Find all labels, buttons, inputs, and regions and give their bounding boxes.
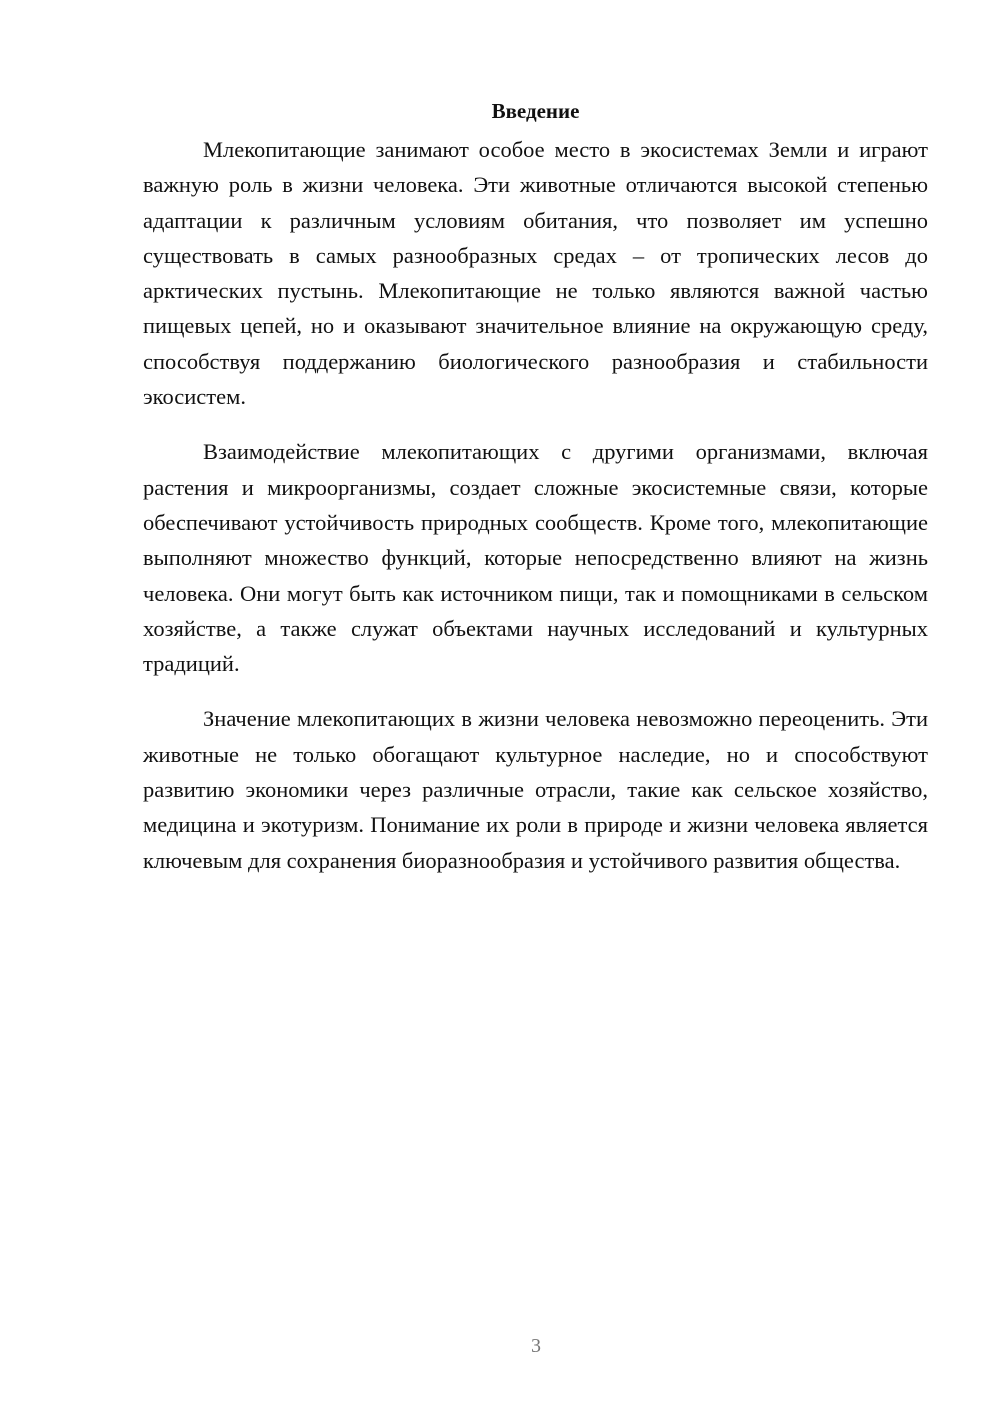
page-content: [143, 96, 928, 898]
page-number: 3: [531, 1335, 541, 1357]
paragraph-2: Взаимодействие млекопитающих с другими организмами, включая растения и микроорганизмы, создает сложные экосистемные связи, которые обеспечивают устойчивость природных сообществ. Кроме того, млекопитающие выполняют множество функций, которые непосредственно влияют на жизнь человека. Они могут быть как источником пищи, так и помощниками в сельском хозяйстве, а также служат объектами научных исследований и культурных традиций.: [143, 439, 928, 677]
paragraph-3: Значение млекопитающих в жизни человека невозможно переоценить. Эти животные не только обогащают культурное наследие, но и способствуют развитию экономики через различные отрасли, такие как сельское хозяйство, медицина и экотуризм. Понимание их роли в природе и жизни человека является ключевым для сохранения биоразнообразия и устойчивого развития общества.: [143, 706, 928, 873]
paragraph-1: Млекопитающие занимают особое место в экосистемах Земли и играют важную роль в жизни человека. Эти животные отличаются высокой степенью адаптации к различным условиям обитания, что позволяет им успешно существовать в самых разнообразных средах – от тропических лесов до арктических пустынь. Млекопитающие не только являются важной частью пищевых цепей, но и оказывают значительное влияние на окружающую среду, способствуя поддержанию биологического разнообразия и стабильности экосистем.: [143, 137, 928, 410]
section-heading: Введение: [491, 99, 580, 123]
